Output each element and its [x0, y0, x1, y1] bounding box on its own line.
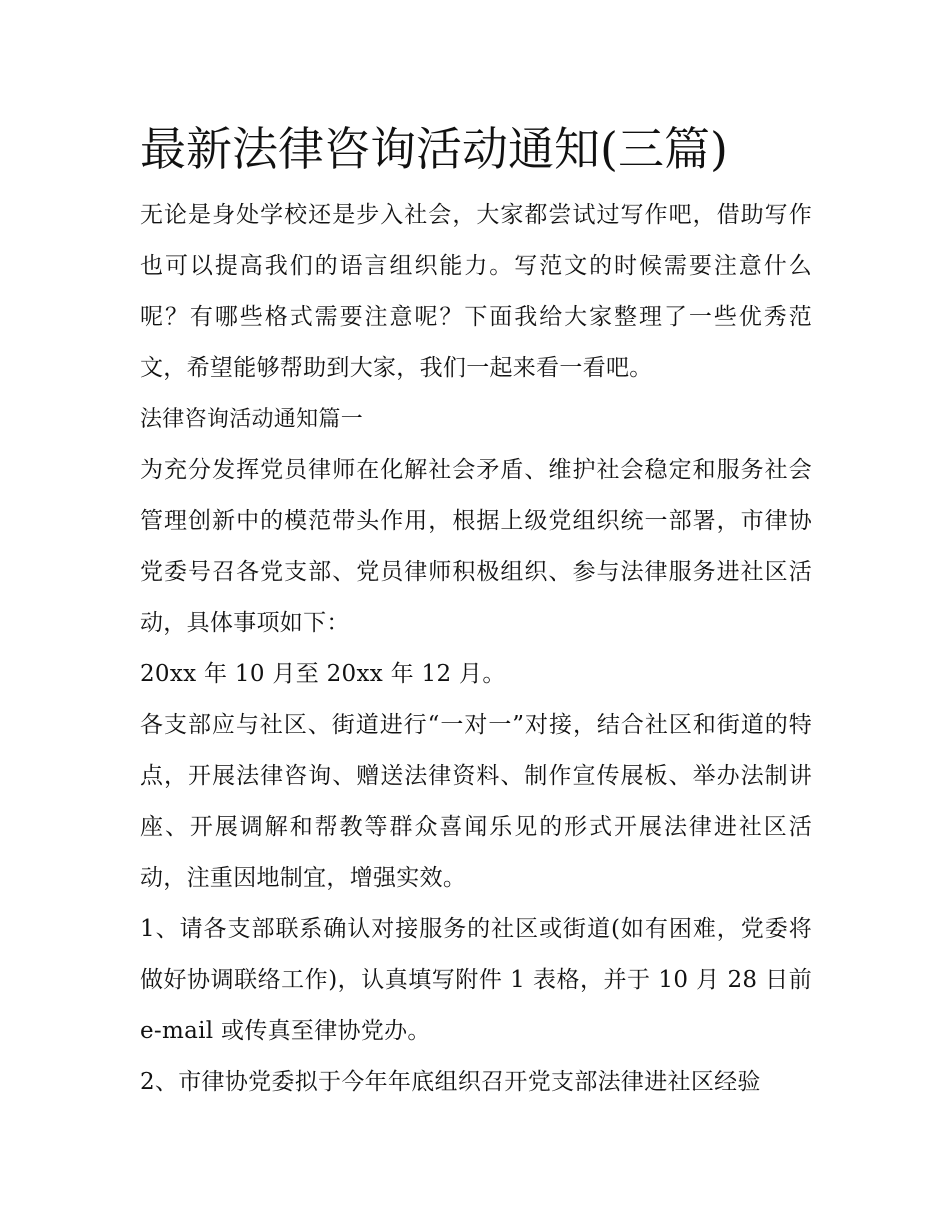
document-body	[140, 118, 812, 1108]
intro-paragraph: 无论是身处学校还是步入社会，大家都尝试过写作吧，借助写作也可以提高我们的语言组织能力。写范文的时候需要注意什么呢？有哪些格式需要注意呢？下面我给大家整理了一些优秀范文，希望能够帮助到大家，我们一起来看一看吧。	[140, 202, 812, 381]
document-title: 最新法律咨询活动通知(三篇)	[140, 122, 728, 176]
numbered-item: 1、请各支部联系确认对接服务的社区或街道(如有困难，党委将做好协调联络工作)，认真填写附件 1 表格，并于 10 月 28 日前 e-mail 或传真至律协党办。	[140, 916, 812, 1044]
body-paragraph: 各支部应与社区、街道进行“一对一”对接，结合社区和街道的特点，开展法律咨询、赠送法律资料、制作宣传展板、举办法制讲座、开展调解和帮教等群众喜闻乐见的形式开展法律进社区活动，注重因地制宜，增强实效。	[140, 712, 812, 891]
numbered-item: 2、市律协党委拟于今年年底组织召开党支部法律进社区经验	[140, 1069, 761, 1095]
section-heading: 法律咨询活动通知篇一	[140, 407, 364, 432]
date-range-paragraph: 20xx 年 10 月至 20xx 年 12 月。	[140, 661, 506, 687]
body-paragraph: 为充分发挥党员律师在化解社会矛盾、维护社会稳定和服务社会管理创新中的模范带头作用，根据上级党组织统一部署，市律协党委号召各党支部、党员律师积极组织、参与法律服务进社区活动，具体事项如下：	[140, 457, 812, 636]
